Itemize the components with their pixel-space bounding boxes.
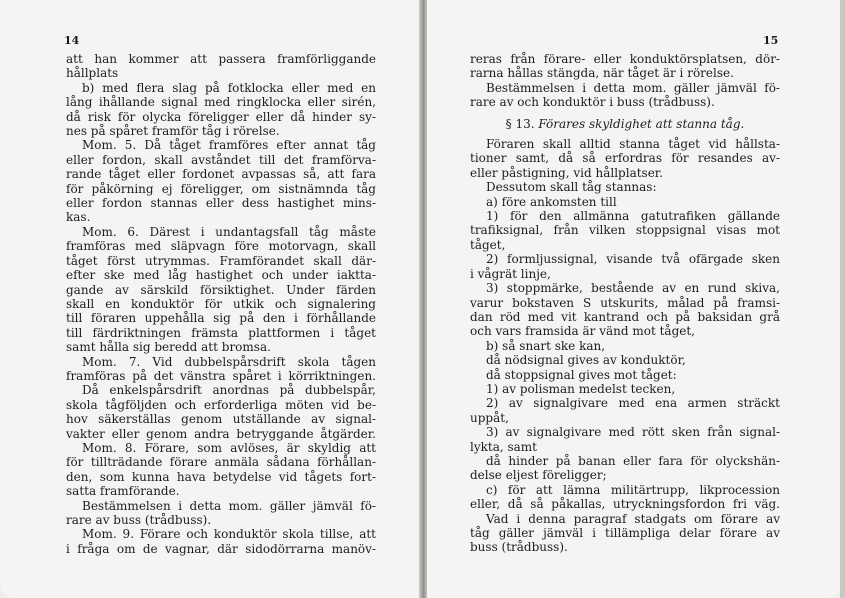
text-line: framföras med släpvagn före motorvagn, skall (66, 239, 376, 254)
section-title: Förares skyldighet att stanna tåg. (538, 116, 745, 131)
text-line: Då enkelspårsdrift anordnas på dubbelspår, (82, 383, 376, 398)
text-line: vakter eller genom andra betryggande åtgärder. (66, 426, 376, 441)
text-line: 1) av polisman medelst tecken, (486, 381, 676, 396)
text-line: kas. (66, 210, 91, 225)
right-text-bottom (470, 137, 780, 555)
text-line: samt hålla sig beredd att bromsa. (66, 340, 271, 355)
text-line: Mom. 8. Förare, som avlöses, är skyldig att (82, 440, 376, 455)
page-number-right: 15 (763, 34, 779, 47)
page-edge (840, 0, 845, 598)
text-line: eller fordon stannas eller dess hastighet mins- (66, 196, 376, 211)
text-line: tioner samt, då så erfordras för resandes av- (470, 151, 780, 166)
text-line: rande tåget eller fordonet avpassas så, att fara (66, 167, 376, 182)
text-line: Dessutom skall tåg stannas: (486, 180, 657, 195)
text-line: rarna hållas stängda, när tåget är i rörelse. (470, 66, 734, 81)
section-heading (470, 117, 780, 131)
text-line: eller, då så påkallas, utryckningsfordon fri väg. (470, 497, 780, 512)
text-line: att han kommer att passera framförliggande (66, 52, 376, 66)
text-line: a) före ankomsten till (486, 194, 617, 209)
left-page (0, 0, 421, 598)
text-line: hov säkerställas genom utställande av signal- (66, 412, 376, 427)
text-line: 1) för den allmänna gatutrafiken gällande (486, 209, 780, 224)
text-line: 2) formljussignal, visande två ofärgade sken (486, 252, 780, 267)
text-line: uppåt, (470, 410, 509, 425)
text-line: reras från förare- eller konduktörsplatsen, dör- (470, 52, 780, 66)
text-line: satta framförande. (66, 484, 180, 499)
text-line: eller fordon, skall avståndet till det framförva- (66, 152, 376, 167)
page-number-left: 14 (64, 34, 80, 47)
text-line: tåg gäller jämväl i tillämpliga delar förare av (470, 526, 780, 540)
text-line: varur bokstaven S utskurits, målad på framsi- (470, 295, 780, 310)
right-text-top (470, 52, 780, 110)
text-line: då stoppsignal gives mot tåget: (486, 367, 677, 382)
text-line: för påkörning ej föreligger, om sistnämnda tåg (66, 181, 376, 196)
text-line: c) för att lämna militärtrupp, likprocession (486, 482, 780, 497)
text-line: rare av och konduktör i buss (trådbuss). (470, 95, 715, 110)
text-line: Mom. 9. Förare och konduktör skola tillse, att (82, 527, 376, 542)
text-line: 3) stoppmärke, bestående av en rund skiva, (486, 281, 780, 296)
text-line: skall en konduktör för utkik och signalering (66, 296, 376, 311)
text-line: skola tågföljden och erforderliga möten vid be- (66, 397, 376, 412)
section-number: § 13. (505, 116, 535, 131)
text-line: 2) av signalgivare med ena armen sträckt (486, 396, 780, 411)
text-line: Vad i denna paragraf stadgats om förare av (486, 511, 780, 526)
text-line: b) så snart ske kan, (486, 338, 606, 353)
right-page (427, 0, 841, 598)
text-line: i vågrät linje, (470, 266, 551, 281)
text-line: Mom. 6. Därest i undantagsfall tåg måste (82, 224, 376, 239)
text-line: och vars framsida är vänd mot tåget, (470, 324, 695, 339)
text-line: framföras på det vänstra spåret i körriktningen. (66, 368, 376, 383)
text-line: rare av buss (trådbuss). (66, 513, 212, 527)
text-line: delse eljest föreligger; (470, 468, 607, 483)
text-line: nes på spåret framför tåg i rörelse. (66, 124, 280, 139)
text-line: gande av särskild försiktighet. Under färden (66, 282, 376, 297)
left-page-text (66, 52, 376, 556)
text-line: Mom. 7. Vid dubbelspårsdrift skola tågen (82, 354, 376, 369)
text-line: Bestämmelsen i detta mom. gäller jämväl fö- (82, 498, 376, 513)
text-line: då hinder på banan eller fara för olyckshän- (486, 453, 780, 468)
text-line: den, som kunna hava betydelse vid tågets fort- (66, 469, 376, 484)
text-line: Bestämmelsen i detta mom. gäller jämväl fö- (486, 80, 780, 95)
text-line: lång ihållande signal med ringklocka eller sirén, (66, 95, 376, 110)
text-line: till föraren uppehålla sig på den i förhållande (66, 311, 376, 326)
text-line: dan röd med vit kantrand och på baksidan grå (470, 309, 780, 324)
text-line: till färdriktningen främsta plattformen i tåget (66, 325, 376, 340)
text-line: tåget först utrymmas. Framförandet skall där- (66, 253, 376, 268)
text-line: lykta, samt (470, 439, 538, 454)
text-line: Mom. 5. Då tåget framföres efter annat tåg (82, 138, 376, 153)
text-line: efter ske med låg hastighet och under iaktta- (66, 268, 376, 283)
text-line: tåget, (470, 237, 506, 252)
text-line: trafiksignal, från vilken stoppsignal visas mot (470, 223, 780, 238)
text-line: Föraren skall alltid stanna tåget vid hållsta- (486, 137, 780, 152)
text-line: då nödsignal gives av konduktör, (486, 353, 686, 368)
right-page-text (470, 52, 780, 555)
text-line: för tillträdande förare anmäla sådana förhållan- (66, 455, 376, 470)
text-line: då risk för olycka föreligger eller då hinder sy- (66, 109, 376, 124)
text-line: eller påstigning, vid hållplatser. (470, 165, 664, 180)
text-line: i fråga om de vagnar, där sidodörrarna manöv- (66, 541, 376, 556)
text-line: buss (trådbuss). (470, 540, 568, 555)
text-line: 3) av signalgivare med rött sken från signal- (486, 425, 780, 440)
text-line: b) med flera slag på fotklocka eller med en (82, 80, 376, 95)
text-line: hållplats (66, 66, 119, 81)
